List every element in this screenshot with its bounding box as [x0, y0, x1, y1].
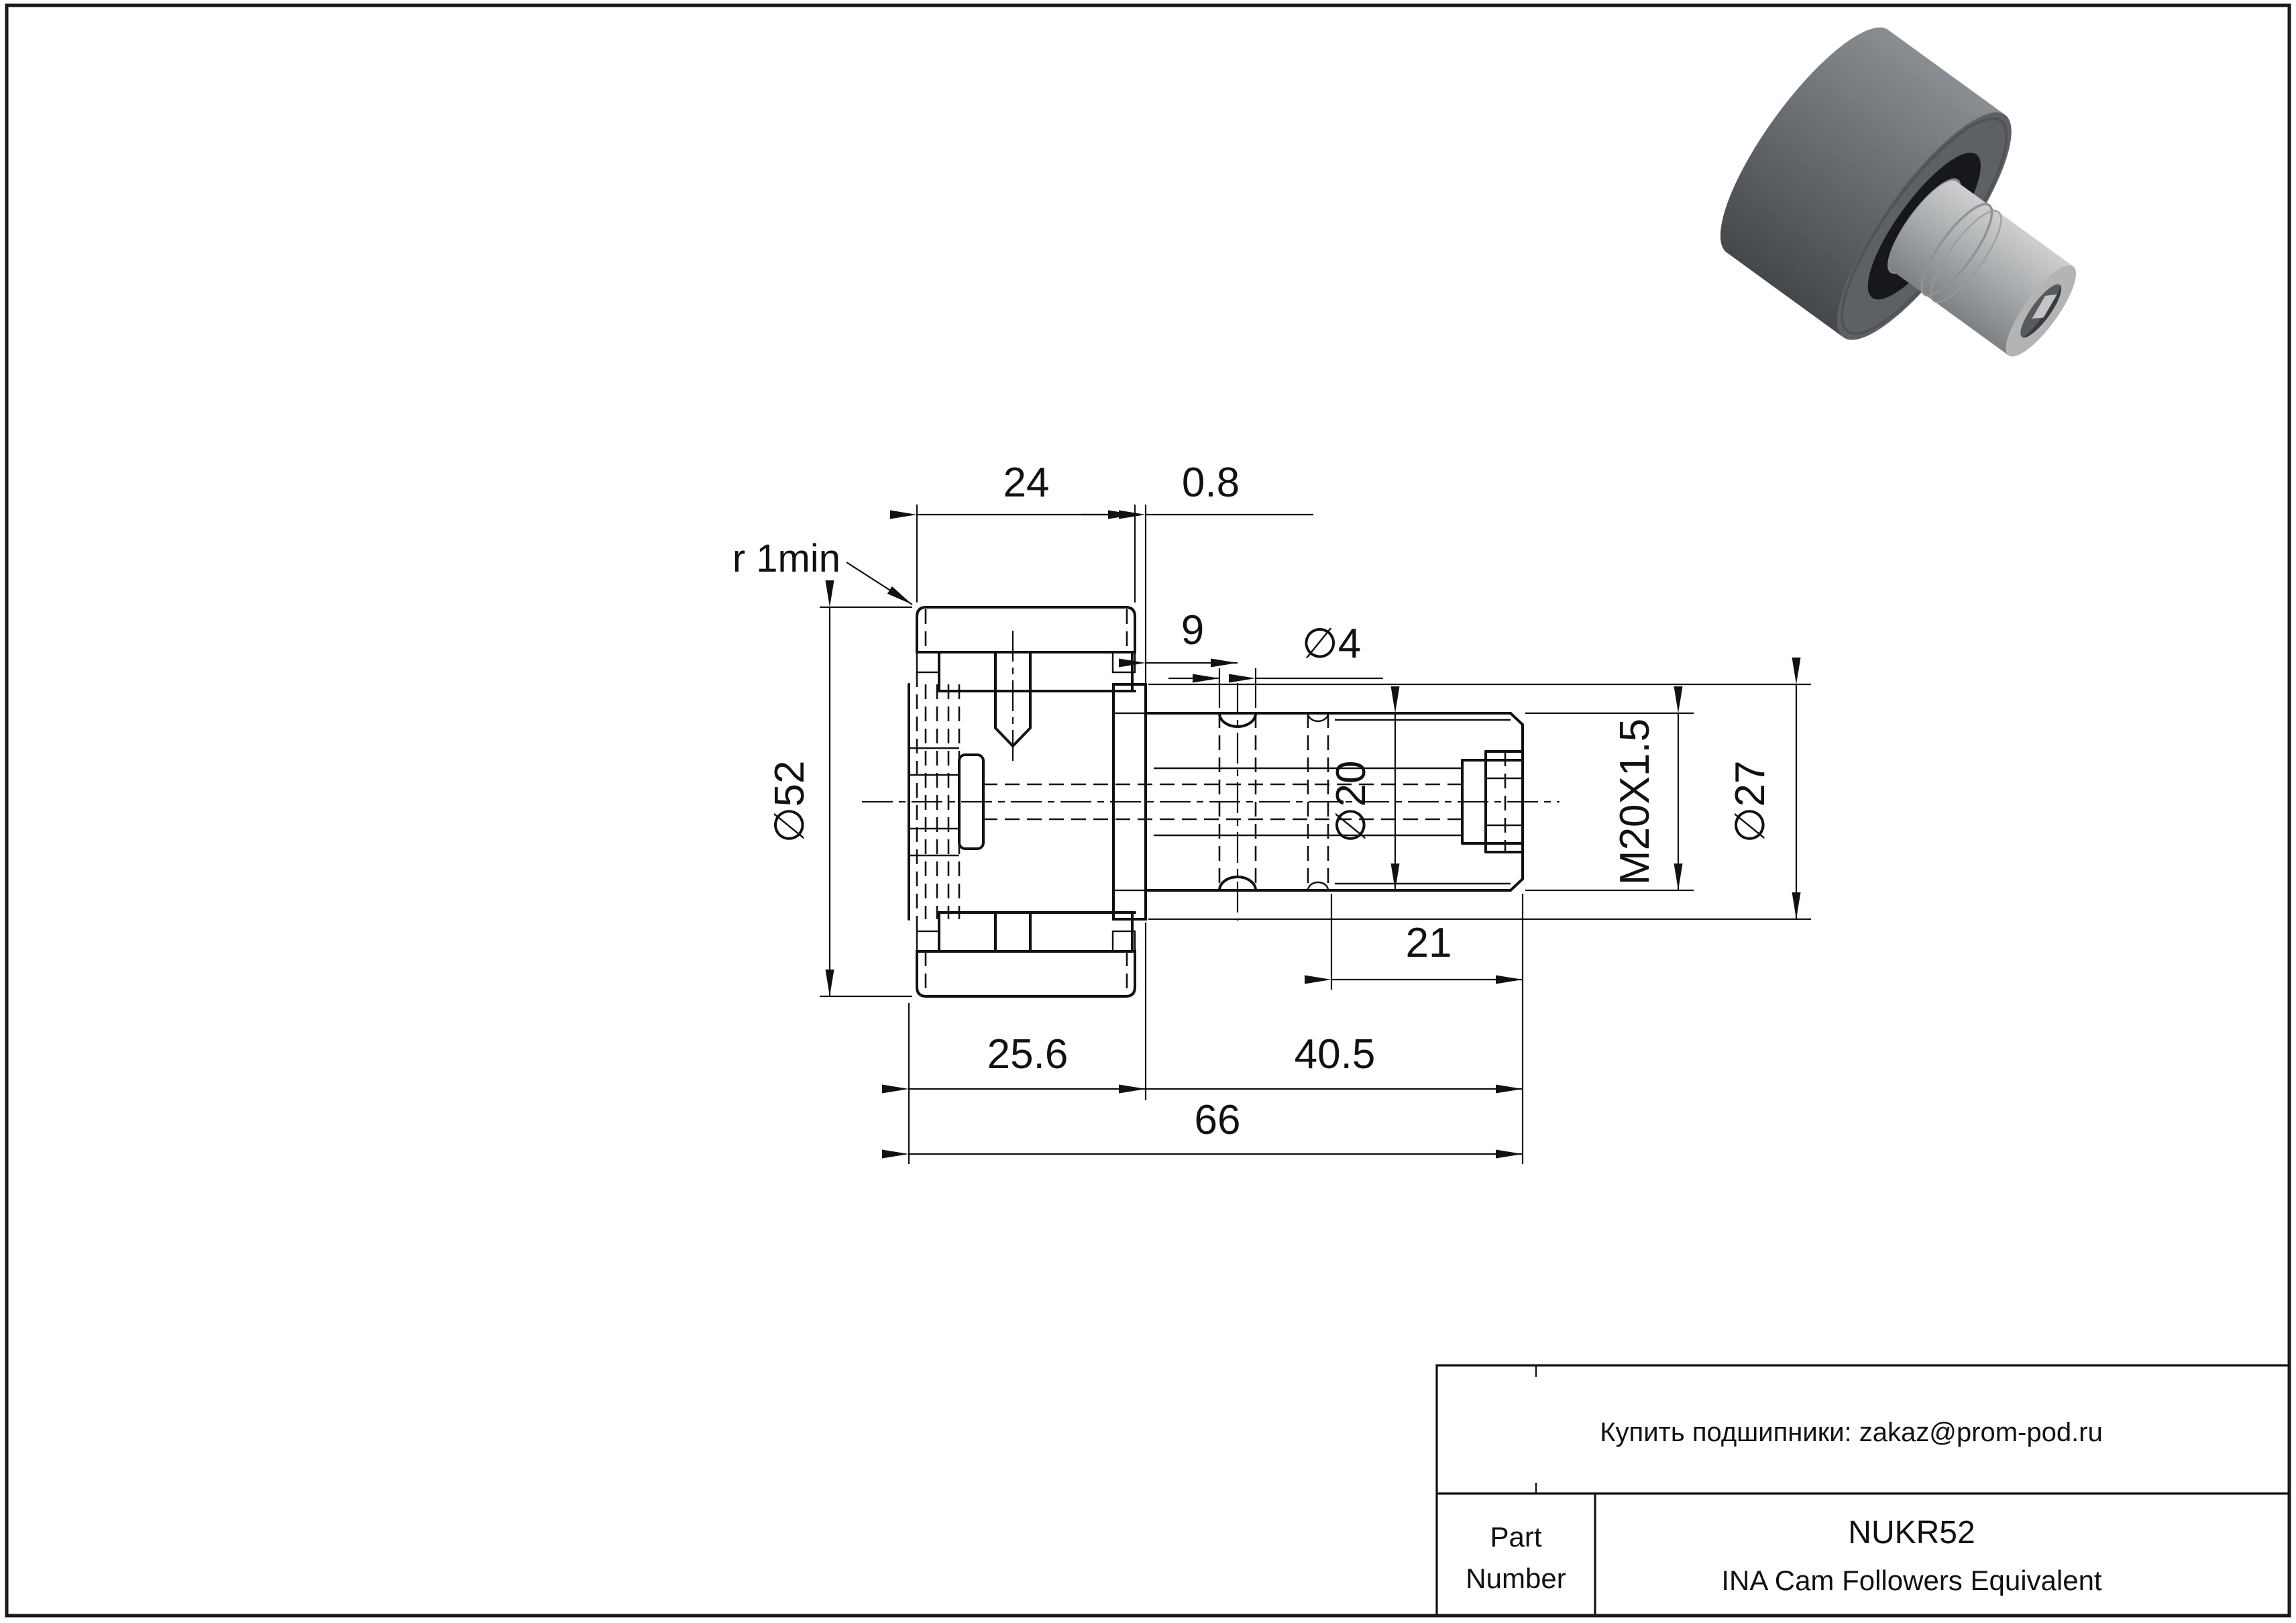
dim-thread-length-text: 21 [1405, 920, 1452, 966]
render-3d [1694, 6, 2136, 431]
part-number: NUKR52 [1848, 1515, 1975, 1551]
section-view [862, 607, 1560, 996]
dim-total-length-text: 66 [1194, 1097, 1241, 1143]
dim-ring-width [917, 460, 1135, 603]
dim-hole-offset [1146, 607, 1238, 663]
part-description: INA Cam Followers Equivalent [1721, 1565, 2102, 1596]
title-block [1437, 1365, 2289, 1615]
dim-outer-dia-text: ∅52 [767, 760, 813, 843]
part-label-line2: Number [1466, 1563, 1566, 1594]
dim-protrusion-text: 0.8 [1181, 460, 1240, 506]
dim-stud-length [1146, 1031, 1523, 1089]
dim-ring-width-text: 24 [1003, 460, 1050, 506]
dimensions [732, 460, 1811, 1164]
dim-corner-radius-text: r 1min [732, 537, 840, 580]
dim-hole-offset-text: 9 [1181, 607, 1205, 653]
dim-thread-text: M20X1.5 [1612, 718, 1658, 886]
dim-grease-hole-dia-text: ∅4 [1301, 621, 1362, 667]
part-label-line1: Part [1490, 1521, 1542, 1553]
dim-stud-dia-text: ∅20 [1328, 760, 1374, 843]
dim-bearing-width [909, 923, 1146, 1164]
dim-corner-radius [732, 537, 912, 605]
contact-text: Купить подшипники: zakaz@prom-pod.ru [1600, 1418, 2103, 1447]
dim-collar-dia-text: ∅27 [1727, 760, 1773, 843]
dim-thread-length [1331, 894, 1523, 990]
dim-bearing-width-text: 25.6 [987, 1031, 1069, 1078]
dim-stud-length-text: 40.5 [1294, 1031, 1376, 1078]
